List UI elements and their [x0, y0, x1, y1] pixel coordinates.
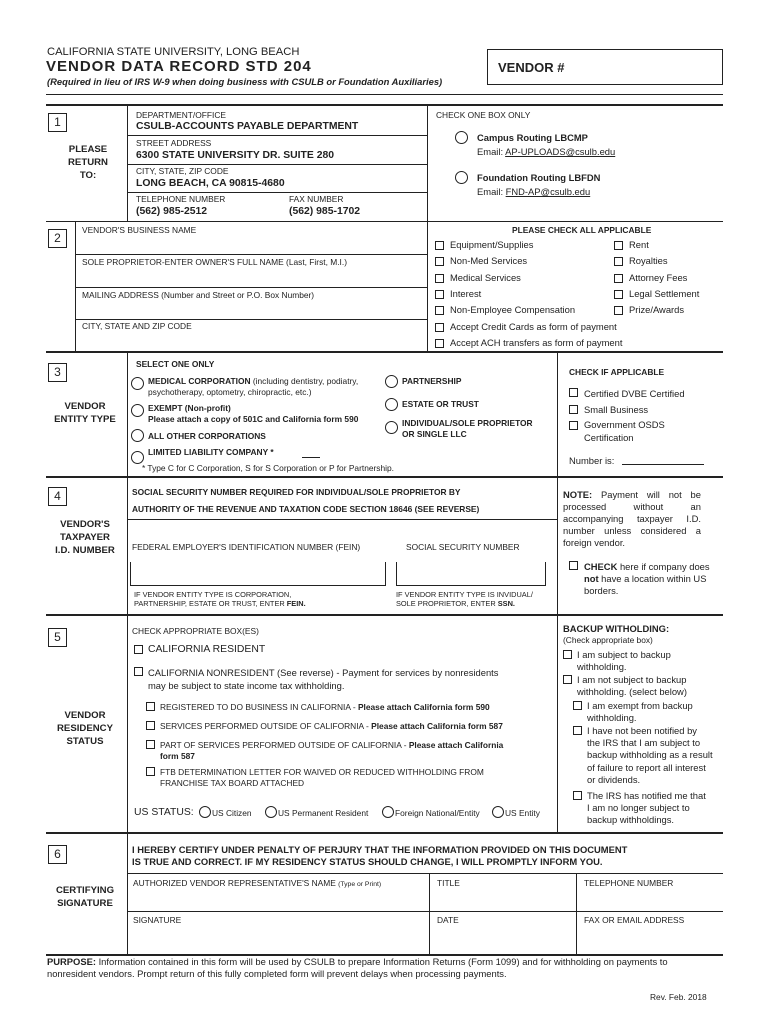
individual-label-2: OR SINGLE LLC [402, 429, 467, 439]
bw2-label-2: withholding. (select below) [577, 686, 687, 697]
s1-side-label: PLEASE RETURN TO: [68, 144, 108, 181]
campus-routing-radio[interactable] [455, 131, 468, 144]
estate-trust-label: ESTATE OR TRUST [402, 399, 479, 409]
rule [127, 873, 723, 874]
bw3-label-2: withholding. [587, 712, 637, 723]
s4-side-label: VENDOR'S TAXPAYER I.D. NUMBER [55, 519, 115, 556]
business-name-label: VENDOR'S BUSINESS NAME [82, 225, 197, 235]
s5-divider [127, 616, 128, 832]
s6-divider [127, 834, 128, 954]
section-divider [46, 104, 723, 106]
payment-type-label: Non-Employee Compensation [450, 304, 576, 316]
ca-nonresident-label-2: may be subject to state income tax withholding. [148, 680, 345, 691]
ca-nonresident-checkbox[interactable] [134, 667, 143, 676]
rule [75, 287, 427, 288]
section-divider [46, 221, 723, 222]
ssn-note-2: SOLE PROPRIETOR, ENTER SSN. [396, 599, 515, 608]
backup-not-notified-checkbox[interactable] [573, 726, 582, 735]
us-permanent-radio[interactable] [265, 806, 277, 818]
estate-trust-radio[interactable] [385, 398, 398, 411]
foundation-routing-label: Foundation Routing LBFDN [477, 172, 601, 183]
llc-type-field[interactable] [302, 457, 320, 458]
bw5-label: The IRS has notified me that I am no longer subject to backup withholdings. [587, 790, 706, 826]
payment-type-checkbox[interactable] [435, 274, 444, 283]
small-business-checkbox[interactable] [569, 405, 578, 414]
dept-label: DEPARTMENT/OFFICE [136, 110, 226, 120]
bw3-label: I am exempt from backup [587, 700, 693, 711]
payment-type-checkbox[interactable] [614, 257, 623, 266]
owner-name-label: SOLE PROPRIETOR-ENTER OWNER'S FULL NAME (Last, First, M.I.) [82, 257, 347, 267]
fein-label: FEDERAL EMPLOYER'S IDENTIFICATION NUMBER (FEIN) [132, 542, 361, 552]
gov-osds-label-2: Certification [584, 432, 634, 443]
vendor-number-label: VENDOR # [498, 60, 565, 75]
payment-type-label: Equipment/Supplies [450, 239, 534, 250]
payment-type-label: Accept Credit Cards as form of payment [450, 320, 617, 332]
vendor-number-field[interactable] [487, 49, 723, 85]
purpose-line-1: PURPOSE: Information contained in this form will be used by CSULB to prepare Information Returns (Form 1099) and for withholding on payments to [47, 956, 668, 967]
ssn-label: SOCIAL SECURITY NUMBER [406, 542, 520, 552]
payment-type-label: Medical Services [450, 271, 521, 283]
payment-type-checkbox[interactable] [614, 290, 623, 299]
registered-checkbox[interactable] [146, 702, 155, 711]
medical-corp-note: psychotherapy, optometry, chiropractic, etc.) [148, 387, 312, 397]
foreign-check-text-2: not have a location within US [584, 573, 707, 584]
exempt-label: EXEMPT (Non-profit) [148, 403, 231, 413]
rule [127, 192, 427, 193]
fax-value: (562) 985-1702 [289, 206, 361, 217]
ca-resident-label: CALIFORNIA RESIDENT [148, 644, 266, 655]
backup-subject-checkbox[interactable] [563, 650, 572, 659]
rep-name-label[interactable]: AUTHORIZED VENDOR REPRESENTATIVE'S NAME (Type or Print) [133, 878, 382, 888]
all-other-corp-label: ALL OTHER CORPORATIONS [148, 431, 266, 441]
payment-type-checkbox[interactable] [435, 339, 444, 348]
us-citizen-label: US Citizen [212, 808, 252, 818]
section-4-number: 4 [48, 487, 67, 506]
part-outside-checkbox[interactable] [146, 740, 155, 749]
payment-type-checkbox[interactable] [435, 257, 444, 266]
fein-note-1: IF VENDOR ENTITY TYPE IS CORPORATION, [134, 590, 292, 599]
s5-side-label: VENDOR RESIDENCY STATUS [57, 710, 113, 747]
bw1-label: I am subject to backup [577, 649, 671, 660]
section-5-number: 5 [48, 628, 67, 647]
select-one-label: SELECT ONE ONLY [136, 359, 215, 369]
gov-osds-checkbox[interactable] [569, 421, 578, 430]
form-title: VENDOR DATA RECORD STD 204 [46, 58, 312, 75]
exempt-note: Please attach a copy of 501C and California form 590 [148, 414, 359, 424]
fein-input[interactable] [130, 562, 386, 586]
campus-email-line: Email: AP-UPLOADS@csulb.edu [477, 146, 616, 157]
partnership-label: PARTNERSHIP [402, 376, 462, 386]
rule [75, 319, 427, 320]
payment-type-label: Attorney Fees [629, 271, 688, 283]
payment-type-label: Interest [450, 287, 482, 299]
payment-type-checkbox[interactable] [435, 306, 444, 315]
payment-type-label: Accept ACH transfers as form of payment [450, 336, 623, 348]
individual-radio[interactable] [385, 421, 398, 434]
col-divider [429, 873, 430, 954]
payment-type-label: Prize/Awards [629, 304, 685, 316]
payment-type-label: Non-Med Services [450, 255, 528, 267]
phone-value: (562) 985-2512 [136, 206, 208, 217]
bw1-label-2: withholding. [577, 661, 627, 672]
s3-side-label: VENDOR ENTITY TYPE [54, 401, 116, 425]
s1-divider-2 [427, 106, 428, 221]
ftb-letter-label: FTB DETERMINATION LETTER FOR WAIVED OR REDUCED WITHHOLDING FROM [160, 767, 484, 777]
payment-type-label: Royalties [629, 255, 668, 267]
fax-email-label[interactable]: FAX OR EMAIL ADDRESS [584, 915, 685, 925]
telephone-label[interactable]: TELEPHONE NUMBER [584, 878, 674, 888]
check-all-label: PLEASE CHECK ALL APPLICABLE [512, 225, 652, 235]
payment-type-checkbox[interactable] [614, 241, 623, 250]
part-outside-label: PART OF SERVICES PERFORMED OUTSIDE OF CALIFORNIA - Please attach California [160, 740, 504, 750]
rule [127, 164, 427, 165]
number-is-label: Number is: [569, 455, 615, 466]
foundation-email-line: Email: FND-AP@csulb.edu [477, 186, 591, 197]
us-entity-label: US Entity [505, 808, 540, 818]
us-entity-radio[interactable] [492, 806, 504, 818]
s3-divider [127, 353, 128, 476]
backup-title: BACKUP WITHOLDING: [563, 623, 670, 634]
s5-divider-2 [557, 616, 558, 832]
backup-not-subject-checkbox[interactable] [563, 675, 572, 684]
bw2-label: I am not subject to backup [577, 674, 687, 685]
partnership-radio[interactable] [385, 375, 398, 388]
s2-divider-2 [427, 221, 428, 351]
small-business-label: Small Business [584, 404, 649, 415]
backup-sub: (Check appropriate box) [563, 635, 653, 645]
s4-divider-2 [557, 478, 558, 614]
rule [127, 911, 723, 912]
purpose-line-2: nonresident vendors. Prompt return of this fully completed form will prevent delays when processing payments. [47, 968, 507, 979]
us-status-label: US STATUS: [134, 807, 194, 818]
llc-note: * Type C for C Corporation, S for S Corporation or P for Partnership. [142, 463, 394, 473]
campus-routing-label: Campus Routing LBCMP [477, 132, 588, 143]
s4-divider [127, 478, 128, 614]
foreign-check-text-1: CHECK here if company does [584, 561, 710, 572]
individual-label: INDIVIDUAL/SOLE PROPRIETOR [402, 418, 533, 428]
dvbe-checkbox[interactable] [569, 388, 578, 397]
section-divider [46, 832, 723, 834]
section-divider [46, 476, 723, 478]
gov-osds-label: Government OSDS [584, 419, 665, 430]
ssn-note-1: IF VENDOR ENTITY TYPE IS INVIDUAL/ [396, 590, 533, 599]
dvbe-label: Certified DVBE Certified [584, 388, 685, 399]
payment-type-label: Rent [629, 239, 649, 250]
certification-number-field[interactable] [622, 464, 704, 465]
ca-resident-checkbox[interactable] [134, 645, 143, 654]
university-name: CALIFORNIA STATE UNIVERSITY, LONG BEACH [47, 46, 300, 58]
foreign-national-label: Foreign National/Entity [395, 808, 480, 818]
ftb-letter-label-2: FRANCHISE TAX BOARD ATTACHED [160, 778, 305, 788]
phone-label: TELEPHONE NUMBER [136, 194, 226, 204]
certify-line-2: IS TRUE AND CORRECT. IF MY RESIDENCY STATUS SHOULD CHANGE, I WILL PROMPTLY INFORM YOU. [132, 856, 603, 867]
payment-type-checkbox[interactable] [614, 274, 623, 283]
all-other-corp-radio[interactable] [131, 429, 144, 442]
payment-type-checkbox[interactable] [435, 290, 444, 299]
form-subtitle: (Required in lieu of IRS W-9 when doing business with CSULB or Foundation Auxiliaries) [47, 76, 443, 87]
revision-date: Rev. Feb. 2018 [650, 992, 707, 1002]
medical-corp-radio[interactable] [131, 377, 144, 390]
payment-type-label: Legal Settlement [629, 287, 700, 299]
ca-nonresident-label: CALIFORNIA NONRESIDENT (See reverse) - Payment for services by nonresidents [148, 667, 499, 678]
section-divider [46, 614, 723, 616]
ssn-input[interactable] [396, 562, 546, 586]
s2-divider [75, 221, 76, 351]
ftb-letter-checkbox[interactable] [146, 767, 155, 776]
section-divider [46, 351, 723, 353]
street-value: 6300 STATE UNIVERSITY DR. SUITE 280 [136, 150, 335, 161]
foundation-routing-radio[interactable] [455, 171, 468, 184]
foreign-national-radio[interactable] [382, 806, 394, 818]
backup-notified-checkbox[interactable] [573, 791, 582, 800]
section-1-number: 1 [48, 113, 67, 132]
bw4-label: I have not been notified by the IRS that I am subject to backup withholding as a result of failure to report all interest or dividends. [587, 725, 713, 785]
campus-email-link[interactable]: AP-UPLOADS@csulb.edu [505, 146, 616, 157]
title-label[interactable]: TITLE [437, 878, 460, 888]
us-permanent-label: US Permanent Resident [278, 808, 369, 818]
rule [127, 135, 427, 136]
city-state-zip-label: CITY, STATE AND ZIP CODE [82, 321, 192, 331]
exempt-radio[interactable] [131, 404, 144, 417]
foreign-check-text-3: borders. [584, 585, 619, 596]
street-label: STREET ADDRESS [136, 138, 212, 148]
signature-label[interactable]: SIGNATURE [133, 915, 182, 925]
taxpayer-note: NOTE: Payment will not be processed without an accompanying taxpayer I.D. number unless considered a foreign vendor. [563, 489, 701, 548]
s6-side-label: CERTIFYING SIGNATURE [55, 885, 115, 909]
header-rule [46, 94, 723, 95]
us-citizen-radio[interactable] [199, 806, 211, 818]
payment-type-checkbox[interactable] [435, 241, 444, 250]
s3-divider-2 [557, 353, 558, 476]
payment-type-checkbox[interactable] [614, 306, 623, 315]
section-3-number: 3 [48, 363, 67, 382]
col-divider [576, 873, 577, 954]
certify-line-1: I HEREBY CERTIFY UNDER PENALTY OF PERJURY THAT THE INFORMATION PROVIDED ON THIS DOCUMENT [132, 844, 628, 855]
section-6-number: 6 [48, 845, 67, 864]
fein-note-2: PARTNERSHIP, ESTATE OR TRUST, ENTER FEIN. [134, 599, 306, 608]
dept-value: CSULB-ACCOUNTS PAYABLE DEPARTMENT [136, 121, 359, 132]
section-2-number: 2 [48, 229, 67, 248]
rule [75, 254, 427, 255]
check-boxes-label: CHECK APPROPRIATE BOX(ES) [132, 626, 259, 636]
foreign-location-checkbox[interactable] [569, 561, 578, 570]
fax-label: FAX NUMBER [289, 194, 344, 204]
city-value: LONG BEACH, CA 90815-4680 [136, 178, 285, 189]
registered-label: REGISTERED TO DO BUSINESS IN CALIFORNIA - Please attach California form 590 [160, 702, 490, 712]
date-label[interactable]: DATE [437, 915, 459, 925]
medical-corp-label: MEDICAL CORPORATION (including dentistry, podiatry, [148, 376, 359, 386]
city-label: CITY, STATE, ZIP CODE [136, 166, 229, 176]
authority-text: AUTHORITY OF THE REVENUE AND TAXATION CODE SECTION 18646 (SEE REVERSE) [132, 504, 480, 514]
ssn-required-text: SOCIAL SECURITY NUMBER REQUIRED FOR INDIVIDUAL/SOLE PROPRIETOR BY [132, 487, 461, 497]
check-one-label: CHECK ONE BOX ONLY [436, 110, 531, 120]
rule [127, 519, 557, 520]
llc-label: LIMITED LIABILITY COMPANY * [148, 447, 274, 457]
outside-ca-label: SERVICES PERFORMED OUTSIDE OF CALIFORNIA - Please attach California form 587 [160, 721, 503, 731]
foundation-email-link[interactable]: FND-AP@csulb.edu [505, 186, 591, 197]
check-if-applicable-label: CHECK IF APPLICABLE [569, 367, 665, 377]
payment-type-checkbox[interactable] [435, 323, 444, 332]
mailing-address-label: MAILING ADDRESS (Number and Street or P.O. Box Number) [82, 290, 315, 300]
outside-ca-checkbox[interactable] [146, 721, 155, 730]
backup-exempt-checkbox[interactable] [573, 701, 582, 710]
part-outside-label-2: form 587 [160, 751, 195, 761]
